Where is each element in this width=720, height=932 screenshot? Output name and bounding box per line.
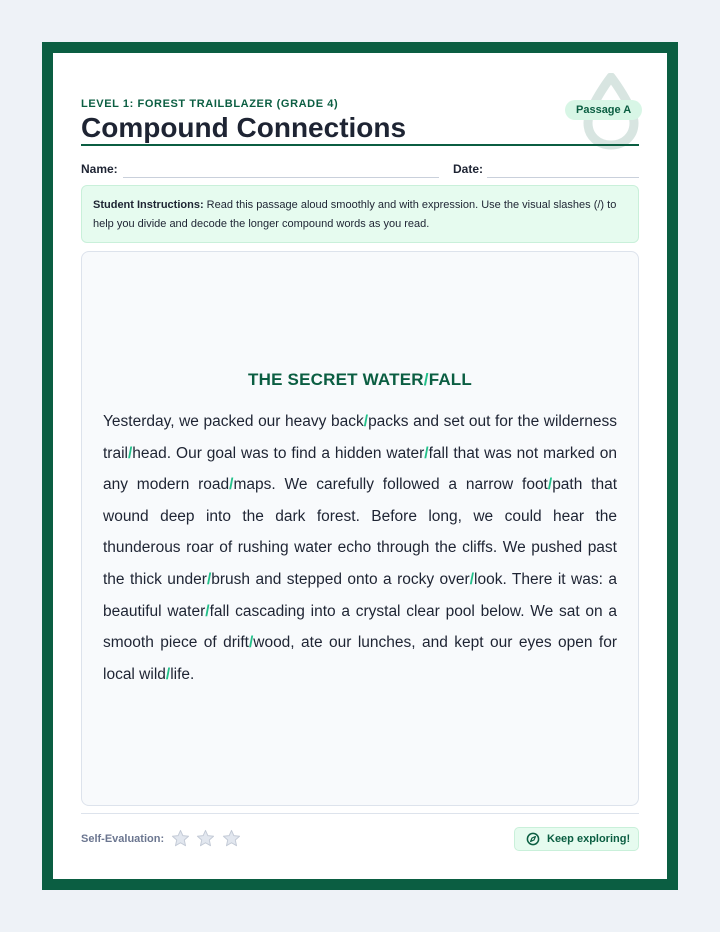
passage-segment: maps. We carefully followed a narrow foot [233, 476, 548, 494]
syllable-slash: / [424, 444, 429, 462]
syllable-slash: / [547, 476, 553, 494]
passage-title-part1: THE SECRET WATER [248, 370, 424, 389]
passage-text [103, 406, 617, 690]
syllable-slash: / [206, 570, 212, 588]
passage-segment: look. There it was: a beautiful water [103, 570, 617, 620]
footer-divider [81, 813, 639, 814]
syllable-slash: / [205, 602, 210, 620]
header-rule [81, 144, 639, 146]
keep-exploring-button[interactable] [514, 827, 639, 851]
self-evaluation-label: Self-Evaluation: [81, 833, 165, 845]
star-icon[interactable] [222, 829, 241, 848]
date-label: Date: [453, 162, 484, 176]
name-label: Name: [81, 162, 118, 176]
syllable-slash: / [469, 570, 475, 588]
passage-segment: wood, ate our lunches, and kept our eyes open for local wild [103, 634, 617, 683]
keep-exploring-label: Keep exploring! [547, 833, 631, 845]
passage-segment: life. [170, 665, 195, 683]
star-icon[interactable] [171, 829, 190, 848]
instructions-text: Read this passage aloud smoothly and with expression. Use the visual slashes (/) to help you divide and decode the longer compound words as you read. [93, 199, 617, 230]
syllable-slash: / [165, 665, 171, 683]
star-icon[interactable] [196, 829, 215, 848]
star-rating[interactable] [171, 829, 243, 849]
worksheet-frame [42, 42, 678, 890]
passage-card [81, 251, 639, 806]
passage-badge: Passage A [565, 100, 642, 120]
syllable-slash: / [127, 444, 133, 462]
worksheet-page [53, 53, 667, 879]
date-field[interactable] [487, 177, 639, 178]
passage-segment: packs and set out for the wilderness trail [103, 413, 617, 462]
passage-segment: fall cascading into a crystal clear pool below. We sat on a smooth piece of drift [103, 602, 618, 652]
syllable-slash: / [248, 634, 254, 652]
compass-icon [526, 832, 540, 846]
level-label: LEVEL 1: FOREST TRAILBLAZER (GRADE 4) [81, 98, 339, 110]
passage-segment: head. Our goal was to find a hidden water [132, 444, 425, 462]
syllable-slash: / [229, 476, 234, 494]
page-title: Compound Connections [81, 112, 407, 143]
syllable-slash: / [423, 370, 429, 389]
passage-title-part2: FALL [428, 370, 472, 389]
name-field[interactable] [123, 177, 439, 178]
instructions-lead: Student Instructions: [93, 199, 204, 211]
passage-segment: brush and stepped onto a rocky over [211, 570, 470, 588]
syllable-slash: / [363, 413, 369, 430]
passage-segment: path that wound deep into the dark forest. Before long, we could hear the thunderous roar of rushing water echo through the cliffs. We pushed past the thick under [103, 476, 618, 588]
passage-segment: Yesterday, we packed our heavy back [103, 413, 364, 430]
passage-segment: fall that was not marked on any modern road [103, 444, 617, 494]
instructions-box [81, 185, 639, 243]
passage-title [82, 370, 638, 390]
